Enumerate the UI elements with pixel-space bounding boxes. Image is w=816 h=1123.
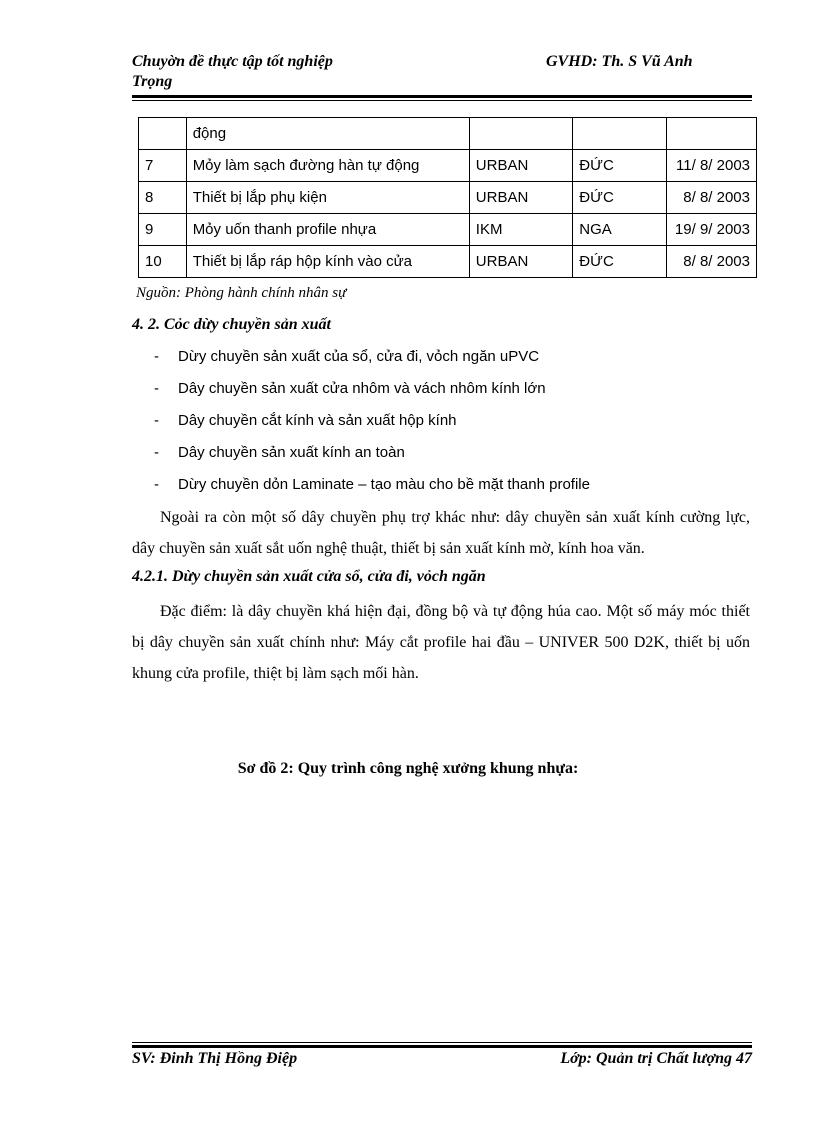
production-lines-list — [150, 345, 590, 505]
cell-number: 10 — [139, 246, 187, 278]
list-item: - Dây chuyền sản xuất kính an toàn — [154, 444, 405, 461]
page-footer — [132, 1050, 752, 1072]
cell-equipment-name: Mỏy uốn thanh profile nhựa — [186, 214, 469, 246]
cell-manufacturer: URBAN — [469, 182, 573, 214]
cell-number: 9 — [139, 214, 187, 246]
footer-student: SV: Đinh Thị Hồng Điệp — [132, 1050, 298, 1067]
cell-country — [573, 118, 666, 150]
characteristics-paragraph: Đặc điểm: là dây chuyền khá hiện đại, đồng bộ và tự động húa cao. Một số máy móc thiết bị dây chuyền sản xuất chính như: Máy cắt profile hai đầu – UNIVER 500 D2K, thiết bị uốn khung cửa profile, thiệt bị làm sạch mối hàn. — [132, 603, 750, 682]
list-item: - Dây chuyền cắt kính và sản xuất hộp kính — [154, 412, 457, 429]
table-row — [139, 246, 757, 278]
list-item: - Dừy chuyền dỏn Laminate – tạo màu cho bề mặt thanh profile — [154, 476, 590, 493]
cell-date: 19/ 9/ 2003 — [666, 214, 756, 246]
cell-date — [666, 118, 756, 150]
cell-date: 8/ 8/ 2003 — [666, 246, 756, 278]
footer-rule-thick — [132, 1045, 752, 1048]
cell-manufacturer: IKM — [469, 214, 573, 246]
cell-manufacturer — [469, 118, 573, 150]
cell-date: 11/ 8/ 2003 — [666, 150, 756, 182]
footer-rule-thin — [132, 1042, 752, 1043]
table-row — [139, 214, 757, 246]
cell-country: ĐỨC — [573, 246, 666, 278]
cell-equipment-name: Mỏy làm sạch đường hàn tự động — [186, 150, 469, 182]
section-4-2-heading: 4. 2. Cỏc dừy chuyền sản xuất — [132, 316, 331, 333]
cell-manufacturer: URBAN — [469, 150, 573, 182]
cell-equipment-name: Thiết bị lắp ráp hộp kính vào cửa — [186, 246, 469, 278]
table-row — [139, 118, 757, 150]
cell-equipment-name: Thiết bị lắp phụ kiện — [186, 182, 469, 214]
auxiliary-lines-paragraph: Ngoài ra còn một số dây chuyền phụ trợ khác như: dây chuyền sản xuất kính cường lực, dây chuyền sản xuất sắt uốn nghệ thuật, thiết bị sản xuất kính mờ, kính hoa văn. — [132, 509, 750, 557]
page-header — [132, 52, 752, 92]
cell-date: 8/ 8/ 2003 — [666, 182, 756, 214]
header-supervisor: GVHD: Th. S Vũ Anh — [546, 53, 693, 70]
equipment-table — [138, 117, 757, 278]
cell-country: NGA — [573, 214, 666, 246]
footer-class: Lớp: Quản trị Chất lượng 47 — [560, 1050, 752, 1067]
header-rule-thick — [132, 95, 752, 98]
list-item: - Dây chuyền sản xuất cửa nhôm và vách nhôm kính lớn — [154, 380, 546, 397]
cell-country: ĐỨC — [573, 182, 666, 214]
list-item: - Dừy chuyền sản xuất của sổ, cửa đi, vỏch ngăn uPVC — [154, 348, 540, 365]
header-rule-thin — [132, 100, 752, 101]
cell-number: 8 — [139, 182, 187, 214]
cell-number — [139, 118, 187, 150]
cell-country: ĐỨC — [573, 150, 666, 182]
cell-manufacturer: URBAN — [469, 246, 573, 278]
header-topic-continued: Trọng — [132, 73, 173, 90]
section-4-2-1-heading: 4.2.1. Dừy chuyền sản xuất cửa sổ, cửa đi, vỏch ngăn — [132, 568, 486, 585]
table-row — [139, 150, 757, 182]
cell-equipment-name: động — [186, 118, 469, 150]
table-row — [139, 182, 757, 214]
diagram-title: Sơ đồ 2: Quy trình công nghệ xưởng khung nhựa: — [237, 760, 579, 777]
header-topic: Chuyờn đề thực tập tốt nghiệp — [132, 53, 333, 70]
table-source: Nguồn: Phòng hành chính nhân sự — [136, 285, 347, 301]
cell-number: 7 — [139, 150, 187, 182]
